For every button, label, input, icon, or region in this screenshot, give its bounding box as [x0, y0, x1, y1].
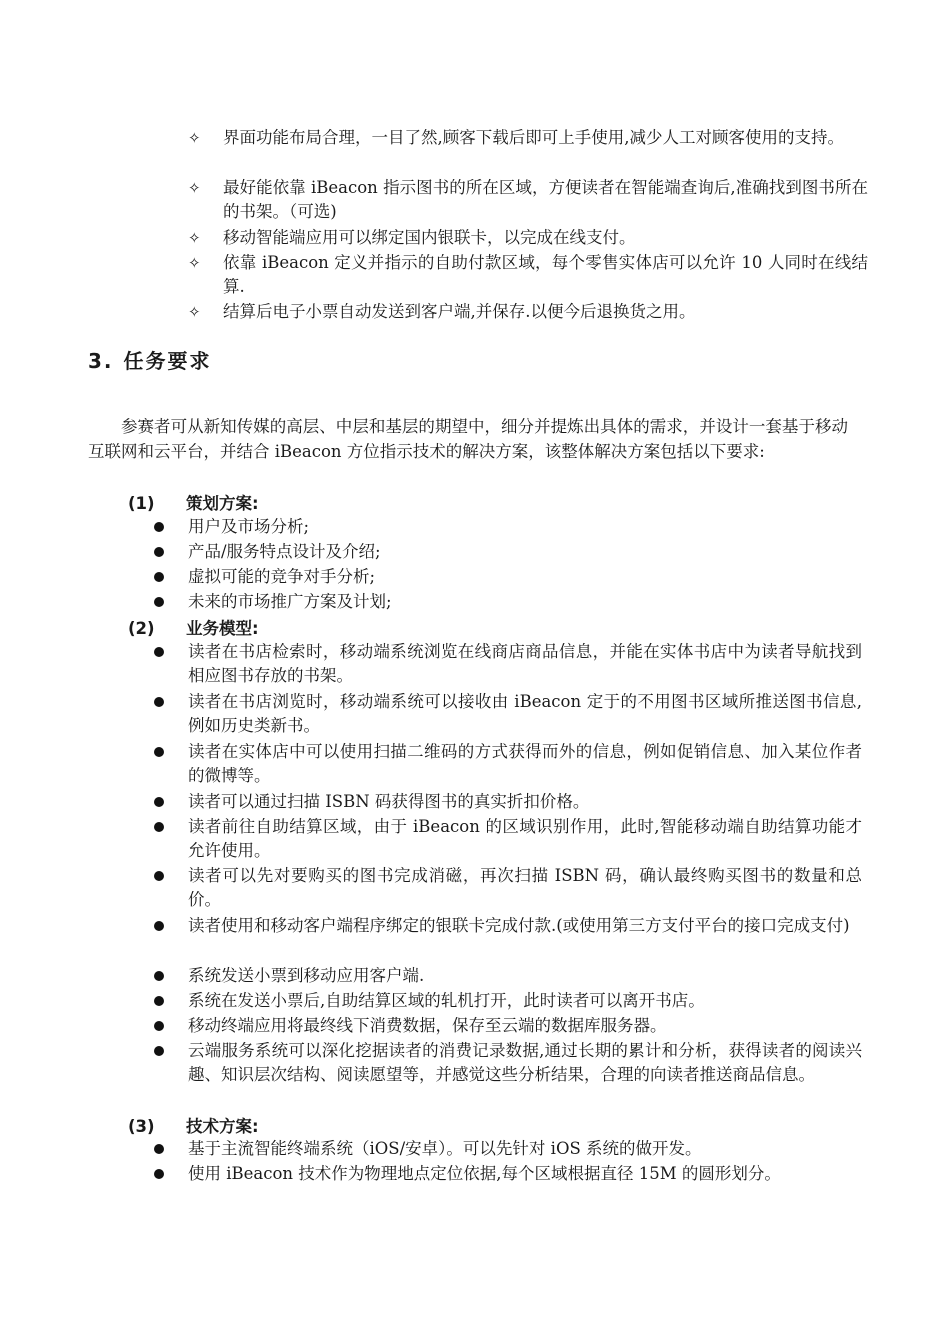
list-item: 读者在书店检索时，移动端系统浏览在线商店商品信息，并能在实体书店中为读者导航找到相应图书存放的书架。	[152, 640, 862, 688]
subsection-title: (3) 技术方案:	[128, 1117, 259, 1136]
list-item: 云端服务系统可以深化挖据读者的消费记录数据,通过长期的累计和分析，获得读者的阅读兴趣、知识层次结构、阅读愿望等，并感觉这些分析结果，合理的向读者推送商品信息。	[152, 1039, 862, 1087]
bullet-dot-icon	[154, 1021, 164, 1031]
bullet-dot-icon	[154, 647, 164, 657]
list-item: 产品/服务特点设计及介绍;	[152, 540, 862, 564]
subsection-title: (2) 业务模型:	[128, 619, 259, 638]
list-item: 移动终端应用将最终线下消费数据，保存至云端的数据库服务器。	[152, 1014, 862, 1038]
diamond-bullet-icon: ✧	[188, 254, 201, 272]
list-item: 基于主流智能终端系统（iOS/安卓）。可以先针对 iOS 系统的做开发。	[152, 1137, 862, 1161]
list-item: 系统在发送小票后,自助结算区域的轧机打开，此时读者可以离开书店。	[152, 989, 862, 1013]
bullet-dot-icon	[154, 996, 164, 1006]
list-item: 系统发送小票到移动应用客户端.	[152, 964, 862, 988]
list-item: 未来的市场推广方案及计划;	[152, 590, 862, 614]
bullet-dot-icon	[154, 971, 164, 981]
diamond-bullet-icon: ✧	[188, 229, 201, 247]
list-item: ✧ 结算后电子小票自动发送到客户端,并保存.以便今后退换货之用。	[188, 300, 868, 324]
bullet-dot-icon	[154, 822, 164, 832]
diamond-bullet-icon: ✧	[188, 129, 201, 147]
section-heading: 3. 任务要求	[88, 349, 212, 373]
list-item: ✧ 最好能依靠 iBeacon 指示图书的所在区域，方便读者在智能端查询后,准确找到图书所在的书架。（可选)	[188, 178, 868, 221]
bullet-dot-icon	[154, 871, 164, 881]
diamond-bullet-icon: ✧	[188, 179, 201, 197]
list-item: 使用 iBeacon 技术作为物理地点定位依据,每个区域根据直径 15M 的圆形划分。	[152, 1162, 862, 1186]
list-item: 读者可以先对要购买的图书完成消磁，再次扫描 ISBN 码，确认最终购买图书的数量和总价。	[152, 864, 862, 912]
list-item: ✧ 界面功能布局合理，一目了然,顾客下载后即可上手使用,减少人工对顾客使用的支持。	[188, 126, 868, 150]
bullet-dot-icon	[154, 921, 164, 931]
list-item: 用户及市场分析;	[152, 515, 862, 539]
bullet-dot-icon	[154, 797, 164, 807]
bullet-dot-icon	[154, 522, 164, 532]
list-item: 读者在实体店中可以使用扫描二维码的方式获得而外的信息，例如促销信息、加入某位作者的微博等。	[152, 740, 862, 788]
diamond-bullet-icon: ✧	[188, 303, 201, 321]
bullet-dot-icon	[154, 1169, 164, 1179]
list-item: ✧ 依靠 iBeacon 定义并指示的自助付款区域，每个零售实体店可以允许 10 人同时在线结算.	[188, 253, 868, 296]
bullet-dot-icon	[154, 547, 164, 557]
bullet-dot-icon	[154, 1144, 164, 1154]
list-item: 读者使用和移动客户端程序绑定的银联卡完成付款.(或使用第三方支付平台的接口完成支付)	[152, 914, 862, 938]
bullet-dot-icon	[154, 597, 164, 607]
intro-paragraph: 参赛者可从新知传媒的高层、中层和基层的期望中，细分并提炼出具体的需求，并设计一套基于移动互联网和云平台，并结合 iBeacon 方位指示技术的解决方案，该整体解决方案包括以下要求:	[88, 417, 848, 461]
list-item: 读者前往自助结算区域，由于 iBeacon 的区域识别作用，此时,智能移动端自助结算功能才允许使用。	[152, 815, 862, 863]
bullet-dot-icon	[154, 747, 164, 757]
list-item: 虚拟可能的竞争对手分析;	[152, 565, 862, 589]
list-item: 读者在书店浏览时，移动端系统可以接收由 iBeacon 定于的不用图书区域所推送图书信息,例如历史类新书。	[152, 690, 862, 738]
subsection-title: (1) 策划方案:	[128, 494, 259, 513]
list-item: 读者可以通过扫描 ISBN 码获得图书的真实折扣价格。	[152, 790, 862, 814]
bullet-dot-icon	[154, 572, 164, 582]
bullet-dot-icon	[154, 697, 164, 707]
list-item: ✧ 移动智能端应用可以绑定国内银联卡，以完成在线支付。	[188, 226, 868, 250]
bullet-dot-icon	[154, 1046, 164, 1056]
